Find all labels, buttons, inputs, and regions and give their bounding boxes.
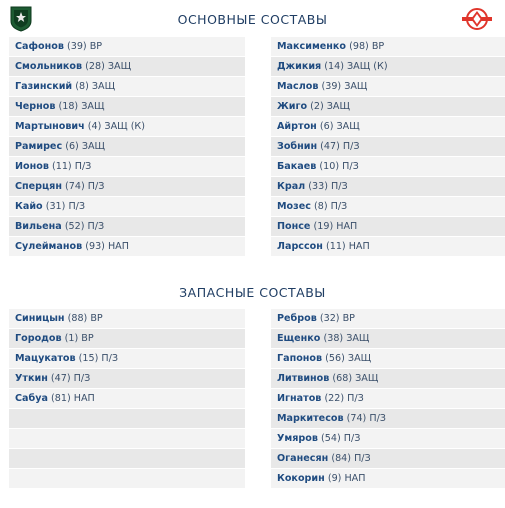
player-row bbox=[9, 157, 245, 177]
player-name[interactable]: Городов bbox=[15, 333, 62, 344]
player-row bbox=[271, 37, 505, 57]
player-row bbox=[9, 117, 245, 137]
player-name[interactable]: Сабуа bbox=[15, 393, 48, 404]
player-name[interactable]: Понсе bbox=[277, 221, 311, 232]
player-name[interactable]: Кайо bbox=[15, 201, 43, 212]
player-name[interactable]: Умяров bbox=[277, 433, 318, 444]
player-number-position: (8) ЗАЩ bbox=[75, 81, 116, 92]
player-row bbox=[271, 469, 505, 489]
player-name[interactable]: Уткин bbox=[15, 373, 48, 384]
substitutes-title: ЗАПАСНЫЕ СОСТАВЫ bbox=[179, 285, 326, 300]
player-name[interactable]: Крал bbox=[277, 181, 306, 192]
player-number-position: (38) ЗАЩ bbox=[323, 333, 370, 344]
player-row bbox=[271, 157, 505, 177]
player-number-position: (54) П/З bbox=[321, 433, 361, 444]
player-row bbox=[271, 57, 505, 77]
player-name[interactable]: Ребров bbox=[277, 313, 317, 324]
player-name[interactable]: Айртон bbox=[277, 121, 317, 132]
player-row bbox=[9, 237, 245, 257]
player-name[interactable]: Газинский bbox=[15, 81, 73, 92]
player-row bbox=[271, 217, 505, 237]
player-number-position: (9) НАП bbox=[327, 473, 366, 484]
player-row bbox=[271, 329, 505, 349]
player-name[interactable]: Литвинов bbox=[277, 373, 330, 384]
player-number-position: (39) ВР bbox=[66, 41, 103, 52]
player-name[interactable]: Джикия bbox=[277, 61, 322, 72]
player-number-position: (15) П/З bbox=[78, 353, 118, 364]
player-number-position: (10) П/З bbox=[319, 161, 359, 172]
player-name[interactable]: Мацукатов bbox=[15, 353, 76, 364]
player-row bbox=[9, 177, 245, 197]
player-row bbox=[9, 429, 245, 449]
player-name[interactable]: Оганесян bbox=[277, 453, 329, 464]
player-name[interactable]: Рамирес bbox=[15, 141, 63, 152]
player-row bbox=[9, 77, 245, 97]
player-number-position: (56) ЗАЩ bbox=[325, 353, 372, 364]
player-row bbox=[271, 389, 505, 409]
player-name[interactable]: Вильена bbox=[15, 221, 62, 232]
player-row bbox=[9, 369, 245, 389]
player-number-position: (8) П/З bbox=[313, 201, 348, 212]
player-row bbox=[271, 97, 505, 117]
spartak-logo-icon bbox=[461, 8, 493, 30]
player-row bbox=[271, 237, 505, 257]
player-number-position: (14) ЗАЩ (К) bbox=[324, 61, 388, 72]
player-row bbox=[9, 389, 245, 409]
player-row bbox=[271, 77, 505, 97]
player-row bbox=[271, 449, 505, 469]
starting-away-list bbox=[271, 37, 505, 257]
starting-home-list bbox=[9, 37, 245, 257]
player-row bbox=[271, 117, 505, 137]
player-name[interactable]: Кокорин bbox=[277, 473, 325, 484]
player-row bbox=[9, 57, 245, 77]
player-number-position: (47) П/З bbox=[50, 373, 91, 384]
player-row bbox=[271, 197, 505, 217]
player-number-position: (22) П/З bbox=[324, 393, 364, 404]
player-row bbox=[9, 37, 245, 57]
player-number-position: (47) П/З bbox=[320, 141, 360, 152]
player-row bbox=[9, 329, 245, 349]
player-row bbox=[9, 197, 245, 217]
player-row bbox=[9, 309, 245, 329]
player-name[interactable]: Игнатов bbox=[277, 393, 322, 404]
player-number-position: (19) НАП bbox=[313, 221, 358, 232]
player-number-position: (31) П/З bbox=[45, 201, 86, 212]
player-name[interactable]: Маркитесов bbox=[277, 413, 344, 424]
player-name[interactable]: Ещенко bbox=[277, 333, 321, 344]
player-number-position: (74) П/З bbox=[65, 181, 105, 192]
player-number-position: (81) НАП bbox=[51, 393, 95, 404]
player-row bbox=[271, 177, 505, 197]
player-row bbox=[271, 429, 505, 449]
player-row bbox=[271, 309, 505, 329]
player-number-position: (28) ЗАЩ bbox=[85, 61, 132, 72]
player-name[interactable]: Мозес bbox=[277, 201, 311, 212]
player-number-position: (2) ЗАЩ bbox=[310, 101, 350, 112]
player-number-position: (98) ВР bbox=[349, 41, 385, 52]
player-number-position: (68) ЗАЩ bbox=[332, 373, 379, 384]
player-name[interactable]: Чернов bbox=[15, 101, 56, 112]
player-number-position: (18) ЗАЩ bbox=[58, 101, 105, 112]
player-row bbox=[271, 137, 505, 157]
starting-lineups-title: ОСНОВНЫЕ СОСТАВЫ bbox=[177, 12, 328, 27]
player-number-position: (84) П/З bbox=[331, 453, 371, 464]
subs-away-list bbox=[271, 309, 505, 489]
player-name[interactable]: Зобнин bbox=[277, 141, 318, 152]
player-name[interactable]: Ларссон bbox=[277, 241, 323, 252]
player-name[interactable]: Смольников bbox=[15, 61, 83, 72]
player-name[interactable]: Бакаев bbox=[277, 161, 317, 172]
player-number-position: (4) ЗАЩ (К) bbox=[87, 121, 145, 132]
player-row bbox=[9, 97, 245, 117]
player-number-position: (11) НАП bbox=[325, 241, 370, 252]
player-name[interactable]: Синицын bbox=[15, 313, 65, 324]
player-number-position: (39) ЗАЩ bbox=[321, 81, 368, 92]
player-row bbox=[9, 137, 245, 157]
player-row bbox=[9, 409, 245, 429]
player-name[interactable]: Максименко bbox=[277, 41, 347, 52]
player-name[interactable]: Сулейманов bbox=[15, 241, 83, 252]
player-name[interactable]: Ионов bbox=[15, 161, 49, 172]
player-number-position: (32) ВР bbox=[319, 313, 355, 324]
player-row bbox=[9, 469, 245, 489]
player-number-position: (1) ВР bbox=[64, 333, 94, 344]
player-number-position: (93) НАП bbox=[85, 241, 129, 252]
player-row bbox=[9, 349, 245, 369]
player-name[interactable]: Маслов bbox=[277, 81, 319, 92]
player-name[interactable]: Мартынович bbox=[15, 121, 85, 132]
player-row bbox=[271, 369, 505, 389]
player-name[interactable]: Сафонов bbox=[15, 41, 64, 52]
player-name[interactable]: Жиго bbox=[277, 101, 308, 112]
player-name[interactable]: Гапонов bbox=[277, 353, 323, 364]
player-name[interactable]: Сперцян bbox=[15, 181, 62, 192]
player-row bbox=[271, 349, 505, 369]
player-number-position: (6) ЗАЩ bbox=[65, 141, 106, 152]
subs-home-list bbox=[9, 309, 245, 489]
player-number-position: (6) ЗАЩ bbox=[319, 121, 360, 132]
player-number-position: (33) П/З bbox=[308, 181, 348, 192]
player-number-position: (88) ВР bbox=[67, 313, 103, 324]
player-number-position: (74) П/З bbox=[346, 413, 386, 424]
player-number-position: (11) П/З bbox=[51, 161, 92, 172]
player-row bbox=[9, 449, 245, 469]
player-row bbox=[9, 217, 245, 237]
player-row bbox=[271, 409, 505, 429]
player-number-position: (52) П/З bbox=[64, 221, 105, 232]
